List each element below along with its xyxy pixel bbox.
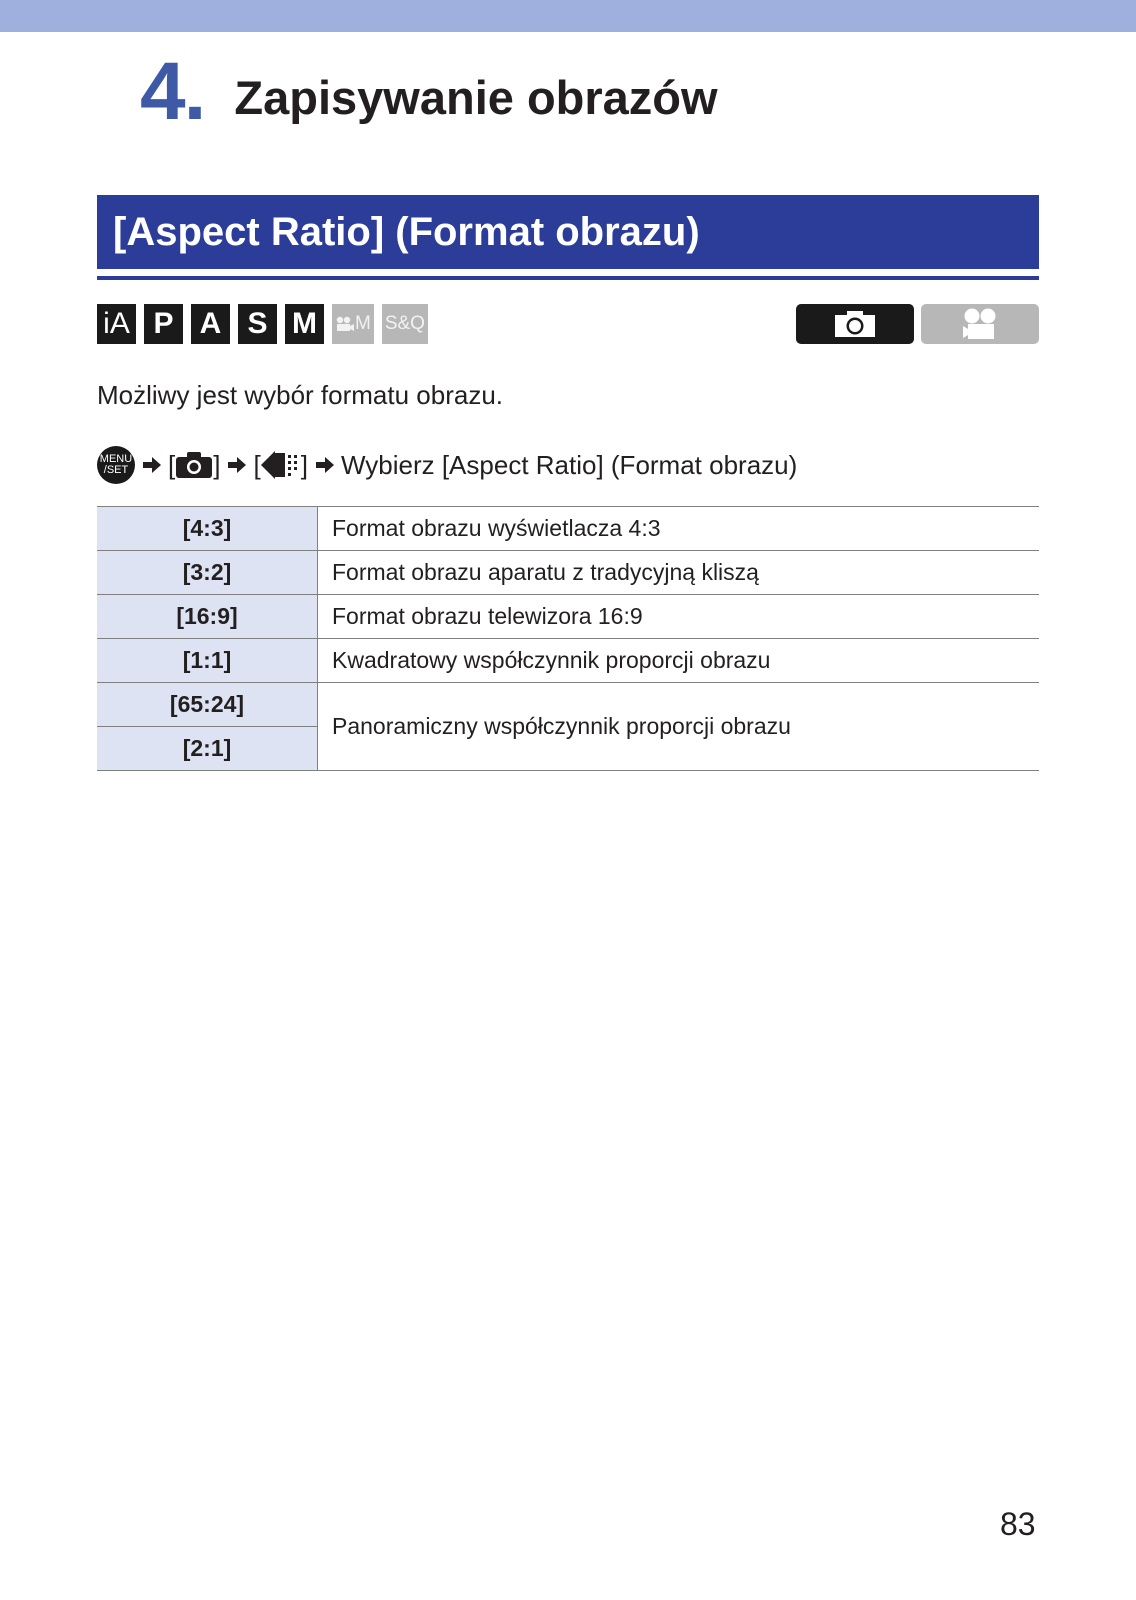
section-divider: [97, 276, 1039, 280]
intro-text: Możliwy jest wybór formatu obrazu.: [97, 380, 504, 410]
menu-path: [97, 446, 797, 484]
video-camera-icon: [961, 307, 999, 341]
arrow-right-icon: [143, 457, 161, 473]
option-key: [16:9]: [97, 595, 318, 639]
mode-badge-a: A: [191, 304, 230, 344]
aspect-ratio-options-table: [97, 506, 1039, 771]
mode-badge-s: S: [238, 304, 277, 344]
mode-badge-p: P: [144, 304, 183, 344]
option-key: [2:1]: [97, 727, 318, 771]
option-description: Panoramiczny współczynnik proporcji obrazu: [318, 683, 1040, 771]
mode-badge-creative-video-label: M: [355, 313, 371, 334]
option-key: [1:1]: [97, 639, 318, 683]
camera-icon: [175, 451, 213, 479]
option-description: Kwadratowy współczynnik proporcji obrazu: [318, 639, 1040, 683]
image-quality-menu-ref: [253, 449, 307, 481]
top-color-band: [0, 0, 1136, 32]
bracket-close: ]: [213, 449, 221, 480]
option-key: [4:3]: [97, 507, 318, 551]
arrow-right-icon: [228, 457, 246, 473]
mode-badges: [97, 304, 428, 344]
table-row: [97, 507, 1039, 551]
menu-button-label-bottom: /SET: [103, 464, 129, 476]
mode-badge-m: M: [285, 304, 324, 344]
option-description: Format obrazu aparatu z tradycyjną kliszą: [318, 551, 1040, 595]
table-row: [97, 683, 1039, 727]
option-key: [65:24]: [97, 683, 318, 727]
video-mode-tab: [921, 304, 1039, 344]
section-title-bar: [97, 195, 1039, 269]
arrow-right-icon: [316, 457, 334, 473]
bracket-open: [: [253, 449, 261, 480]
option-description: Format obrazu wyświetlacza 4:3: [318, 507, 1040, 551]
table-row: [97, 639, 1039, 683]
mode-badge-ia: iA: [97, 304, 136, 344]
page-number: 83: [1000, 1506, 1036, 1542]
chapter-title: Zapisywanie obrazów: [234, 70, 718, 124]
section-title: [Aspect Ratio] (Format obrazu): [113, 209, 700, 254]
menu-path-final-step: Wybierz [Aspect Ratio] (Format obrazu): [340, 449, 798, 480]
menu-button-label-top: MENU: [99, 453, 133, 465]
photo-mode-tab: [796, 304, 914, 344]
camera-icon: [833, 310, 877, 338]
bracket-close: ]: [300, 449, 308, 480]
option-description: Format obrazu telewizora 16:9: [318, 595, 1040, 639]
movie-camera-icon: [335, 316, 355, 332]
image-quality-icon: [261, 449, 301, 481]
option-key: [3:2]: [97, 551, 318, 595]
table-row: [97, 551, 1039, 595]
mode-badge-sq: S&Q: [382, 304, 428, 344]
chapter-number: 4.: [140, 46, 205, 137]
photo-menu-tab-ref: [168, 450, 220, 481]
chapter-heading: [140, 42, 718, 142]
table-row: [97, 595, 1039, 639]
menu-set-button-icon: [97, 446, 135, 484]
mode-badge-creative-video: [332, 304, 374, 344]
bracket-open: [: [168, 449, 176, 480]
